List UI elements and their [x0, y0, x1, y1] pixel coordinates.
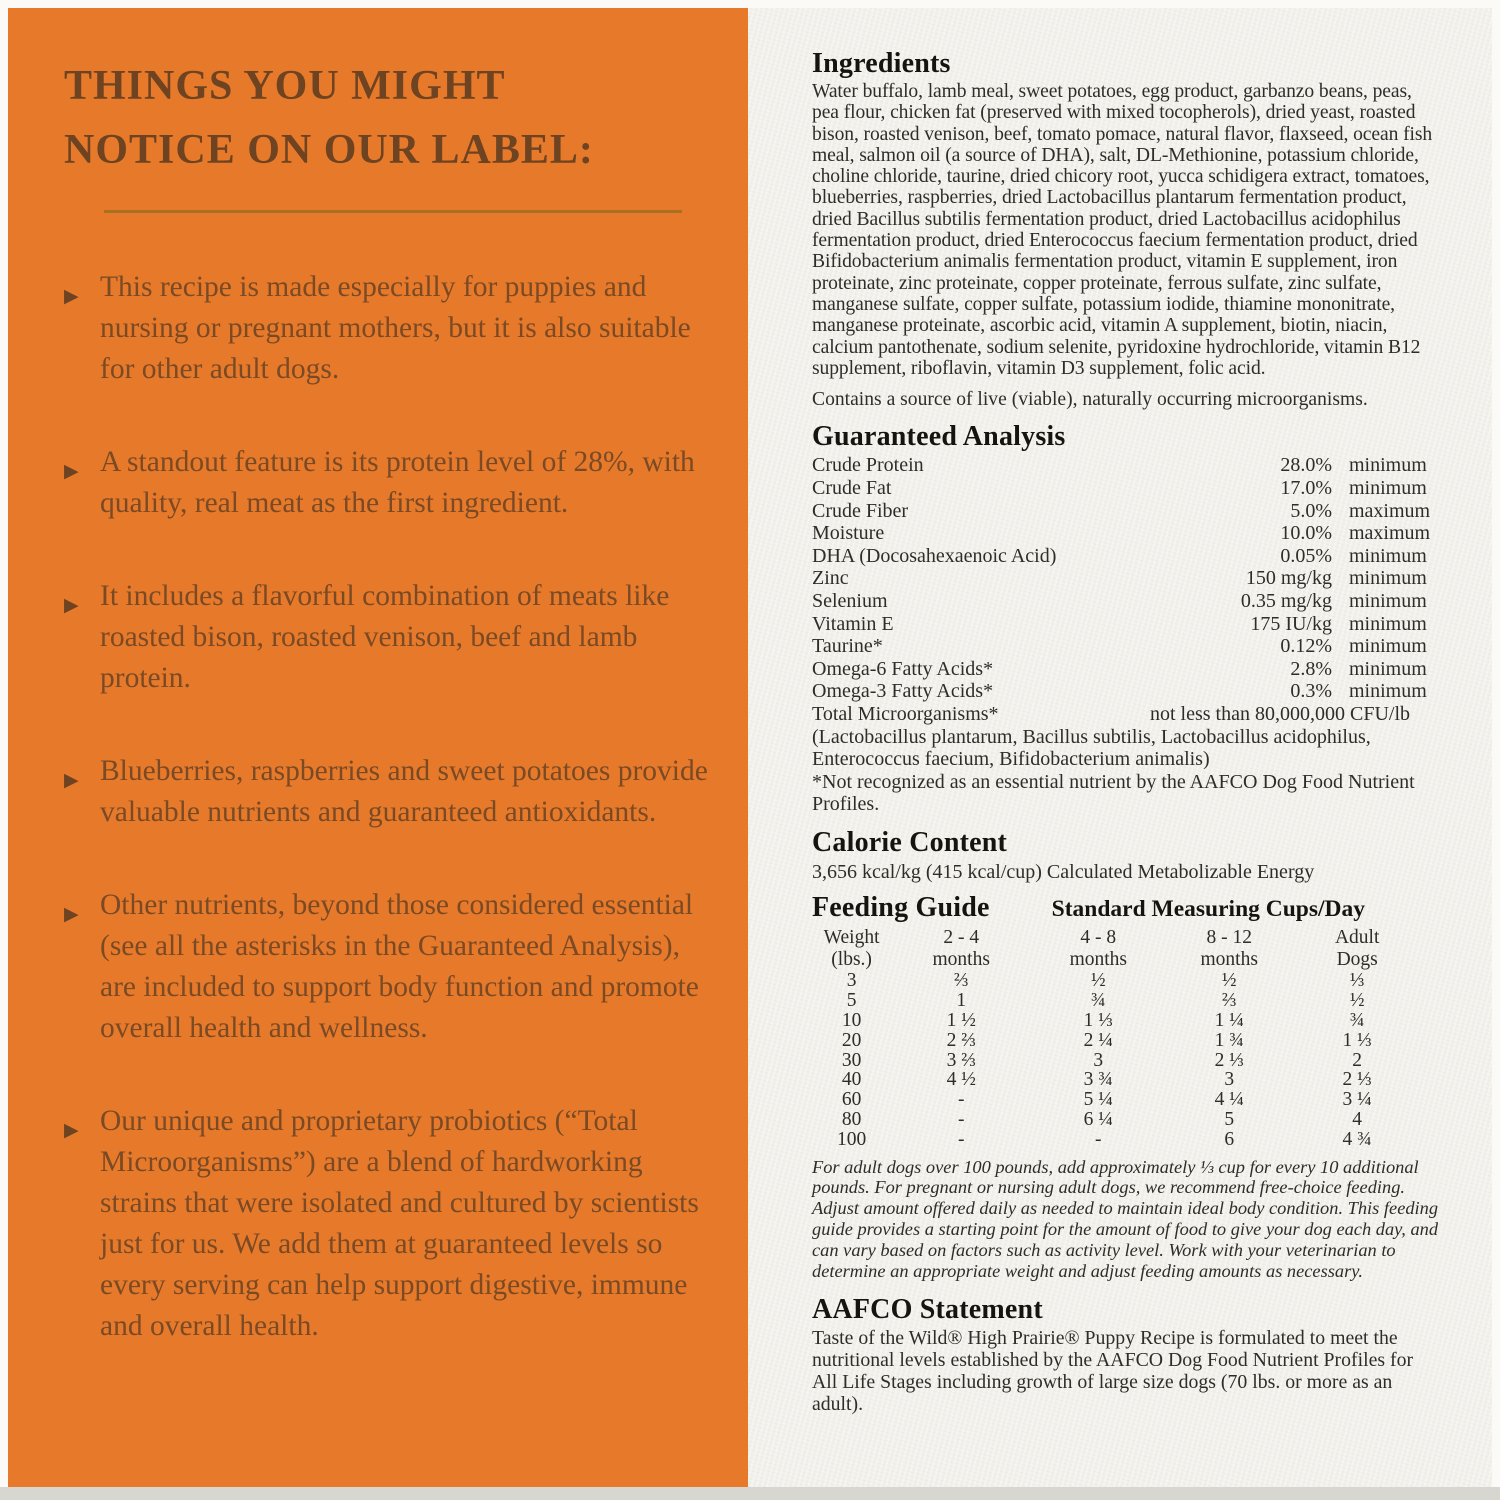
nutrient-label: Crude Fiber	[812, 499, 909, 522]
weight-cell: 20	[841, 1029, 862, 1051]
ingredients-heading: Ingredients	[812, 48, 951, 79]
guaranteed-analysis-row	[812, 477, 1440, 500]
guaranteed-analysis-row	[812, 680, 1440, 703]
guaranteed-analysis-row	[812, 658, 1440, 681]
cups-cell: 1 ¼	[1214, 1010, 1244, 1032]
feeding-guide-table	[812, 926, 1421, 1149]
cups-cell: 1 ½	[946, 1010, 976, 1032]
guaranteed-analysis-table	[812, 454, 1440, 703]
feeding-guide-row	[812, 1011, 1421, 1031]
column-header-line1: Adult	[1334, 927, 1380, 949]
aafco-statement-section	[812, 1294, 1440, 1415]
feeding-guide-row	[812, 1110, 1421, 1130]
nutrient-label: DHA (Docosahexaenoic Acid)	[812, 544, 1057, 567]
cups-cell: 5 ¼	[1083, 1089, 1113, 1111]
nutrient-value: 0.3%	[1290, 680, 1332, 703]
nutrient-qualifier: minimum	[1349, 680, 1427, 703]
cups-cell: 4 ¼	[1214, 1089, 1244, 1111]
guaranteed-analysis-row	[812, 500, 1440, 523]
cups-cell: ¾	[1090, 990, 1106, 1012]
nutrient-qualifier: minimum	[1349, 477, 1427, 500]
feeding-guide-row	[812, 1090, 1421, 1110]
callout-text: Our unique and proprietary probiotics (“Total Microorganisms”) are a blend of hardworking strains that were isolated and cultured by scientists just for us. We add them at guaranteed levels so every serving can help support digestive, immune and overall health.	[100, 1105, 699, 1342]
nutrient-label: Omega-3 Fatty Acids*	[812, 680, 994, 703]
panel-title	[64, 54, 722, 182]
nutrient-label: Vitamin E	[812, 612, 894, 635]
nutrient-label: Omega-6 Fatty Acids*	[812, 657, 994, 680]
cups-cell: 2 ⅓	[1342, 1069, 1372, 1091]
nutrient-label: Selenium	[812, 590, 888, 613]
cups-cell: 1 ⅓	[1342, 1029, 1372, 1051]
nutrient-qualifier: maximum	[1349, 522, 1431, 545]
feeding-guide-row	[812, 1031, 1421, 1051]
nutrient-qualifier: minimum	[1349, 454, 1427, 477]
feeding-guide-header-row	[812, 926, 1421, 971]
feeding-guide-column-header	[1031, 926, 1165, 971]
bullet-arrow-icon: ▶	[64, 595, 79, 616]
column-header-line2: months	[1200, 948, 1258, 970]
guaranteed-analysis-row	[812, 454, 1440, 477]
cups-cell: ½	[1349, 990, 1365, 1012]
cups-cell: ½	[1090, 970, 1106, 992]
weight-cell: 5	[846, 990, 857, 1012]
bullet-arrow-icon: ▶	[64, 461, 79, 482]
total-microorganisms-label: Total Microorganisms*	[812, 702, 999, 725]
feeding-guide-header	[812, 892, 1440, 923]
bottom-edge-strip	[0, 1487, 1500, 1500]
callout-text: Other nutrients, beyond those considered essential (see all the asterisks in the Guaranteed Analysis), are included to support body function and promote overall health and wellness.	[100, 889, 699, 1044]
cups-cell: 1	[956, 990, 967, 1012]
column-header-line2: months	[932, 948, 990, 970]
weight-cell: 60	[841, 1089, 862, 1111]
cups-cell: ⅓	[1349, 970, 1365, 992]
total-microorganisms-value: not less than 80,000,000 CFU/lb	[1149, 702, 1410, 725]
nutrient-value: 0.05%	[1280, 544, 1332, 567]
callout-item	[64, 1101, 722, 1347]
calorie-content-section	[812, 827, 1440, 884]
cups-cell: ⅔	[1221, 990, 1237, 1012]
feeding-guide-row	[812, 1051, 1421, 1071]
guaranteed-analysis-row	[812, 635, 1440, 658]
callout-text: Blueberries, raspberries and sweet potatoes provide valuable nutrients and guaranteed antioxidants.	[100, 755, 708, 828]
cups-cell: 3	[1093, 1049, 1104, 1071]
cups-cell: ⅔	[953, 970, 969, 992]
bullet-arrow-icon: ▶	[64, 286, 79, 307]
cups-cell: 1 ¾	[1214, 1029, 1244, 1051]
callout-item	[64, 576, 722, 699]
cups-cell: 4 ¾	[1342, 1128, 1372, 1150]
weight-cell: 40	[841, 1069, 862, 1091]
cups-cell: 1 ⅓	[1083, 1010, 1113, 1032]
cups-cell: -	[957, 1128, 965, 1150]
nutrient-qualifier: minimum	[1349, 544, 1427, 567]
column-header-line1: Weight	[823, 927, 880, 949]
callout-text: It includes a flavorful combination of meats like roasted bison, roasted venison, beef and lamb protein.	[100, 580, 670, 694]
guaranteed-analysis-row	[812, 522, 1440, 545]
feeding-guide-subheading: Standard Measuring Cups/Day	[1051, 896, 1366, 923]
nutrient-label: Crude Protein	[812, 454, 924, 477]
nutrient-value: 150 mg/kg	[1245, 567, 1332, 590]
nutrient-value: 0.35 mg/kg	[1240, 590, 1332, 613]
nutrient-qualifier: minimum	[1349, 635, 1427, 658]
weight-cell: 3	[846, 970, 857, 992]
nutrient-qualifier: minimum	[1349, 567, 1427, 590]
calorie-content-heading: Calorie Content	[812, 826, 1008, 858]
cups-cell: 2 ⅔	[946, 1029, 976, 1051]
aafco-text: Taste of the Wild® High Prairie® Puppy Recipe is formulated to meet the nutritional levels established by the AAFCO Dog Food Nutrient Profiles for All Life Stages including growth of large size dogs (70 lbs. or more as an adult).	[812, 1327, 1414, 1415]
cups-cell: 5	[1224, 1109, 1235, 1131]
column-header-line2: Dogs	[1336, 948, 1378, 970]
cups-cell: ½	[1221, 970, 1237, 992]
callout-text: This recipe is made especially for puppies and nursing or pregnant mothers, but it is also suitable for other adult dogs.	[100, 271, 691, 385]
bullet-arrow-icon: ▶	[64, 770, 79, 791]
feeding-guide-column-header	[812, 926, 891, 971]
callout-item	[64, 267, 722, 390]
nutrient-label: Crude Fat	[812, 477, 892, 500]
feeding-guide-row	[812, 991, 1421, 1011]
nutrient-label: Zinc	[812, 567, 849, 590]
guaranteed-analysis-row	[812, 613, 1440, 636]
nutrient-qualifier: minimum	[1349, 590, 1427, 613]
weight-cell: 100	[836, 1128, 867, 1150]
cups-cell: -	[957, 1089, 965, 1111]
cups-cell: 4	[1352, 1109, 1363, 1131]
nutrient-qualifier: maximum	[1349, 499, 1431, 522]
nutrient-value: 17.0%	[1280, 477, 1332, 500]
callout-list	[64, 267, 722, 1347]
panel-title-line2: NOTICE ON OUR LABEL:	[64, 127, 594, 173]
cups-cell: 3 ¾	[1083, 1069, 1113, 1091]
guaranteed-analysis-heading: Guaranteed Analysis	[812, 421, 1066, 453]
cups-cell: -	[957, 1109, 965, 1131]
weight-cell: 80	[841, 1109, 862, 1131]
feeding-guide-column-header	[1293, 926, 1421, 971]
column-header-line2: (lbs.)	[831, 948, 872, 970]
cups-cell: 2 ⅓	[1214, 1049, 1244, 1071]
cups-cell: 3 ¼	[1342, 1089, 1372, 1111]
column-header-line1: 4 - 8	[1080, 927, 1117, 949]
guaranteed-analysis-row	[812, 590, 1440, 613]
nutrient-value: 175 IU/kg	[1250, 612, 1332, 635]
feeding-guide-column-header	[891, 926, 1031, 971]
callout-text: A standout feature is its protein level of 28%, with quality, real meat as the first ingredient.	[100, 446, 695, 519]
column-header-line1: 8 - 12	[1206, 927, 1252, 949]
panel-title-line1: THINGS YOU MIGHT	[64, 63, 506, 109]
column-header-line2: months	[1069, 948, 1127, 970]
nutrient-label: Taurine*	[812, 635, 883, 658]
bullet-arrow-icon: ▶	[64, 904, 79, 925]
guaranteed-analysis-row	[812, 567, 1440, 590]
feeding-guide-row	[812, 971, 1421, 991]
cups-cell: 3 ⅔	[946, 1049, 976, 1071]
bullet-arrow-icon: ▶	[64, 1120, 79, 1141]
feeding-guide-row	[812, 1130, 1421, 1150]
nutrient-value: 2.8%	[1290, 657, 1332, 680]
ingredients-section	[812, 48, 1440, 410]
cups-cell: 4 ½	[946, 1069, 976, 1091]
weight-cell: 30	[841, 1049, 862, 1071]
feeding-guide-body	[812, 971, 1421, 1149]
guaranteed-analysis-row	[812, 545, 1440, 568]
cups-cell: ¾	[1349, 1010, 1365, 1032]
cups-cell: 3	[1224, 1069, 1235, 1091]
feeding-guide-column-header	[1165, 926, 1293, 971]
ingredients-text: Water buffalo, lamb meal, sweet potatoes, egg product, garbanzo beans, peas, pea flour, chicken fat (preserved with mixed tocopherols), dried yeast, roasted bison, roasted venison, beef, tomato pomace, natural flavor, flaxseed, ocean fish meal, salmon oil (a source of DHA), salt, DL-Methionine, potassium chloride, choline chloride, taurine, dried chicory root, yucca schidigera extract, tomatoes, blueberries, raspberries, dried Lactobacillus plantarum fermentation product, dried Bacillus subtilis fermentation product, dried Lactobacillus acidophilus fermentation product, dried Enterococcus faecium fermentation product, dried Bifidobacterium animalis fermentation product, vitamin E supplement, iron proteinate, zinc proteinate, copper proteinate, ferrous sulfate, zinc sulfate, manganese sulfate, copper sulfate, potassium iodide, thiamine mononitrate, manganese proteinate, ascorbic acid, vitamin A supplement, biotin, niacin, calcium pantothenate, sodium selenite, pyridoxine hydrochloride, vitamin B12 supplement, riboflavin, vitamin D3 supplement, folic acid.	[812, 81, 1433, 379]
nutrient-value: 5.0%	[1290, 499, 1332, 522]
feeding-guide-row	[812, 1070, 1421, 1090]
callouts-panel	[8, 8, 748, 1487]
total-microorganisms-row	[812, 703, 1440, 726]
title-divider	[104, 210, 682, 213]
contains-note: Contains a source of live (viable), naturally occurring microorganisms.	[812, 389, 1368, 411]
nutrient-label: Moisture	[812, 522, 885, 545]
callout-item	[64, 751, 722, 833]
cups-cell: 2 ¼	[1083, 1029, 1113, 1051]
asterisk-footnote: *Not recognized as an essential nutrient by the AAFCO Dog Food Nutrient Profiles.	[812, 770, 1415, 816]
feeding-guide-heading: Feeding Guide	[812, 892, 990, 924]
callout-item	[64, 885, 722, 1049]
calorie-content-text: 3,656 kcal/kg (415 kcal/cup) Calculated Metabolizable Energy	[812, 860, 1315, 883]
nutrition-panel	[748, 8, 1492, 1487]
cups-cell: -	[1095, 1128, 1102, 1150]
nutrient-qualifier: minimum	[1349, 657, 1427, 680]
cups-cell: 6	[1224, 1128, 1235, 1150]
cups-cell: 2	[1352, 1049, 1363, 1071]
nutrient-value: 10.0%	[1280, 522, 1332, 545]
nutrient-value: 0.12%	[1280, 635, 1332, 658]
aafco-heading: AAFCO Statement	[812, 1294, 1043, 1326]
guaranteed-analysis-section	[812, 421, 1440, 816]
weight-cell: 10	[841, 1010, 862, 1032]
callout-item	[64, 442, 722, 524]
label-sheet	[8, 8, 1492, 1487]
microorganisms-list: (Lactobacillus plantarum, Bacillus subtilis, Lactobacillus acidophilus, Enterococcus faecium, Bifidobacterium animalis)	[812, 725, 1371, 771]
nutrient-qualifier: minimum	[1349, 612, 1427, 635]
cups-cell: 6 ¼	[1083, 1109, 1113, 1131]
feeding-guide-section	[812, 892, 1440, 1281]
column-header-line1: 2 - 4	[943, 927, 980, 949]
feeding-guide-note: For adult dogs over 100 pounds, add approximately ⅓ cup for every 10 additional pounds. For pregnant or nursing adult dogs, we recommend free-choice feeding. Adjust amount offered daily as needed to maintain ideal body condition. This feeding guide provides a starting point for the amount of food to give your dog each day, and can vary based on factors such as activity level. Work with your veterinarian to determine an appropriate weight and adjust feeding amounts as necessary.	[812, 1156, 1439, 1281]
nutrient-value: 28.0%	[1280, 454, 1332, 477]
